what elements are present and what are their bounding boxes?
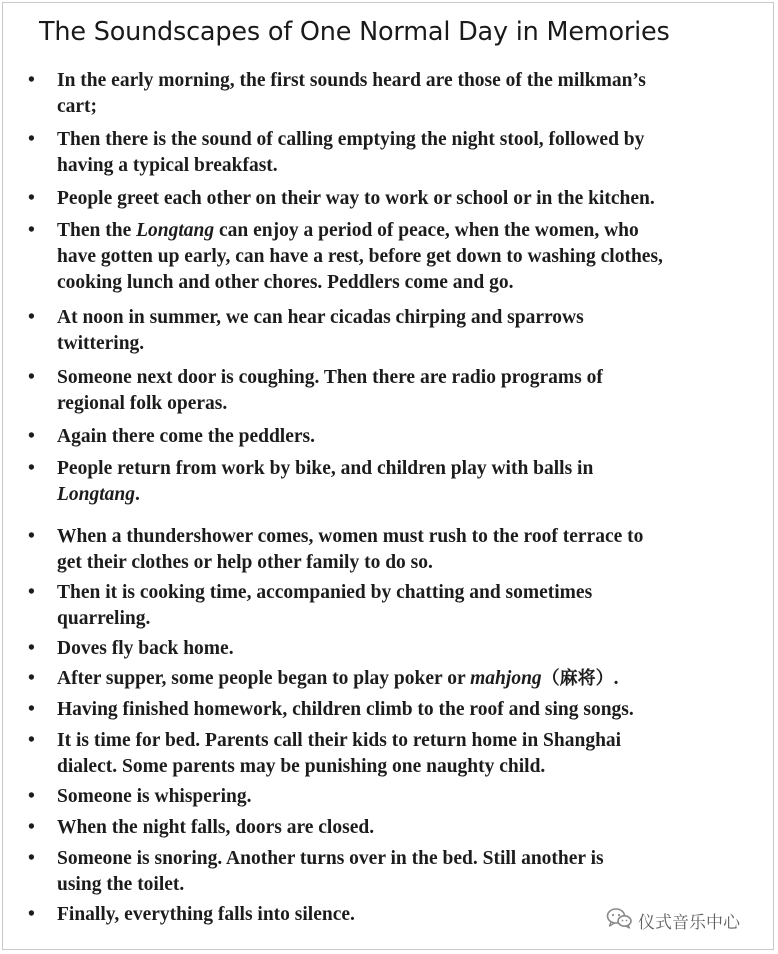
bullet: • [28, 526, 35, 547]
list-item-line: using the toilet. [57, 874, 185, 895]
list-item-line: Again there come the peddlers. [57, 426, 315, 447]
list-item-line: quarreling. [57, 608, 151, 629]
list-item-text [57, 68, 769, 120]
bullet: • [28, 786, 35, 807]
text-run: . [613, 668, 619, 689]
bullet: • [28, 582, 35, 603]
list-item-text [57, 365, 769, 417]
wechat-icon [606, 907, 632, 934]
list-item-text [57, 784, 769, 810]
watermark-text: 仪式音乐中心 [638, 913, 740, 933]
list-item-line: Then there is the sound of calling emptying the night stool, followed by [57, 129, 645, 150]
list-item-text [57, 697, 769, 723]
list-item-line: Doves fly back home. [57, 638, 234, 659]
bullet: • [28, 70, 35, 91]
page-title: The Soundscapes of One Normal Day in Memories [39, 17, 670, 47]
list-item-line: cooking lunch and other chores. Peddlers come and go. [57, 272, 514, 293]
text-run: can enjoy a period of peace, when the women, who [214, 220, 639, 241]
list-item-line: In the early morning, the first sounds heard are those of the milkman’s [57, 70, 646, 91]
list-item-line: People return from work by bike, and children play with balls in [57, 458, 594, 479]
bullet: • [28, 730, 35, 751]
list-item-line: Having finished homework, children climb to the roof and sing songs. [57, 699, 634, 720]
list-item-text [57, 815, 769, 841]
list-item-line: At noon in summer, we can hear cicadas chirping and sparrows [57, 307, 584, 328]
list-item-line: twittering. [57, 333, 145, 354]
list-item-line: When a thundershower comes, women must rush to the roof terrace to [57, 526, 644, 547]
bullet: • [28, 848, 35, 869]
list-item-text [57, 666, 769, 692]
list-item-text [57, 580, 769, 632]
bullet: • [28, 220, 35, 241]
list-item-text [57, 424, 769, 450]
list-item-line: cart; [57, 96, 98, 117]
list-item-text [57, 456, 769, 508]
list-item-text [57, 524, 769, 576]
list-item-text [57, 305, 769, 357]
bullet: • [28, 188, 35, 209]
bullet: • [28, 426, 35, 447]
list-item-line: Someone next door is coughing. Then there are radio programs of [57, 367, 603, 388]
list-item-line: Someone is whispering. [57, 786, 252, 807]
bullet: • [28, 129, 35, 150]
bullet: • [28, 638, 35, 659]
text-run: After supper, some people began to play poker or [57, 668, 471, 689]
list-item-text [57, 186, 769, 212]
list-item-text [57, 218, 769, 296]
bullet: • [28, 817, 35, 838]
longtang-term: Longtang [57, 484, 136, 505]
list-item-line: get their clothes or help other family to do so. [57, 552, 433, 573]
mahjong-term: mahjong [470, 668, 542, 689]
text-run: Then the [57, 220, 137, 241]
list-item-line: Finally, everything falls into silence. [57, 904, 355, 925]
list-item-line: It is time for bed. Parents call their kids to return home in Shanghai [57, 730, 622, 751]
list-item-line: have gotten up early, can have a rest, before get down to washing clothes, [57, 246, 663, 267]
list-item-line [57, 218, 769, 244]
list-item-line [57, 666, 769, 692]
text-run: . [135, 484, 140, 505]
list-item-line: Then it is cooking time, accompanied by chatting and sometimes [57, 582, 593, 603]
list-item-line: Someone is snoring. Another turns over in the bed. Still another is [57, 848, 604, 869]
bullet: • [28, 307, 35, 328]
list-item-text [57, 636, 769, 662]
list-item-line: having a typical breakfast. [57, 155, 278, 176]
longtang-term: Longtang [136, 220, 215, 241]
list-item-line: dialect. Some parents may be punishing one naughty child. [57, 756, 546, 777]
list-item-line: regional folk operas. [57, 393, 228, 414]
list-item-line: When the night falls, doors are closed. [57, 817, 375, 838]
list-item-line: People greet each other on their way to work or school or in the kitchen. [57, 188, 655, 209]
bullet: • [28, 699, 35, 720]
mahjong-chinese: （麻将） [541, 668, 614, 689]
list-item-text [57, 127, 769, 179]
list-item-text [57, 846, 769, 898]
list-item-line [57, 482, 769, 508]
bullet: • [28, 904, 35, 925]
bullet: • [28, 458, 35, 479]
bullet: • [28, 668, 35, 689]
slide [2, 2, 774, 950]
list-item-text [57, 728, 769, 780]
bullet: • [28, 367, 35, 388]
watermark [606, 907, 740, 934]
